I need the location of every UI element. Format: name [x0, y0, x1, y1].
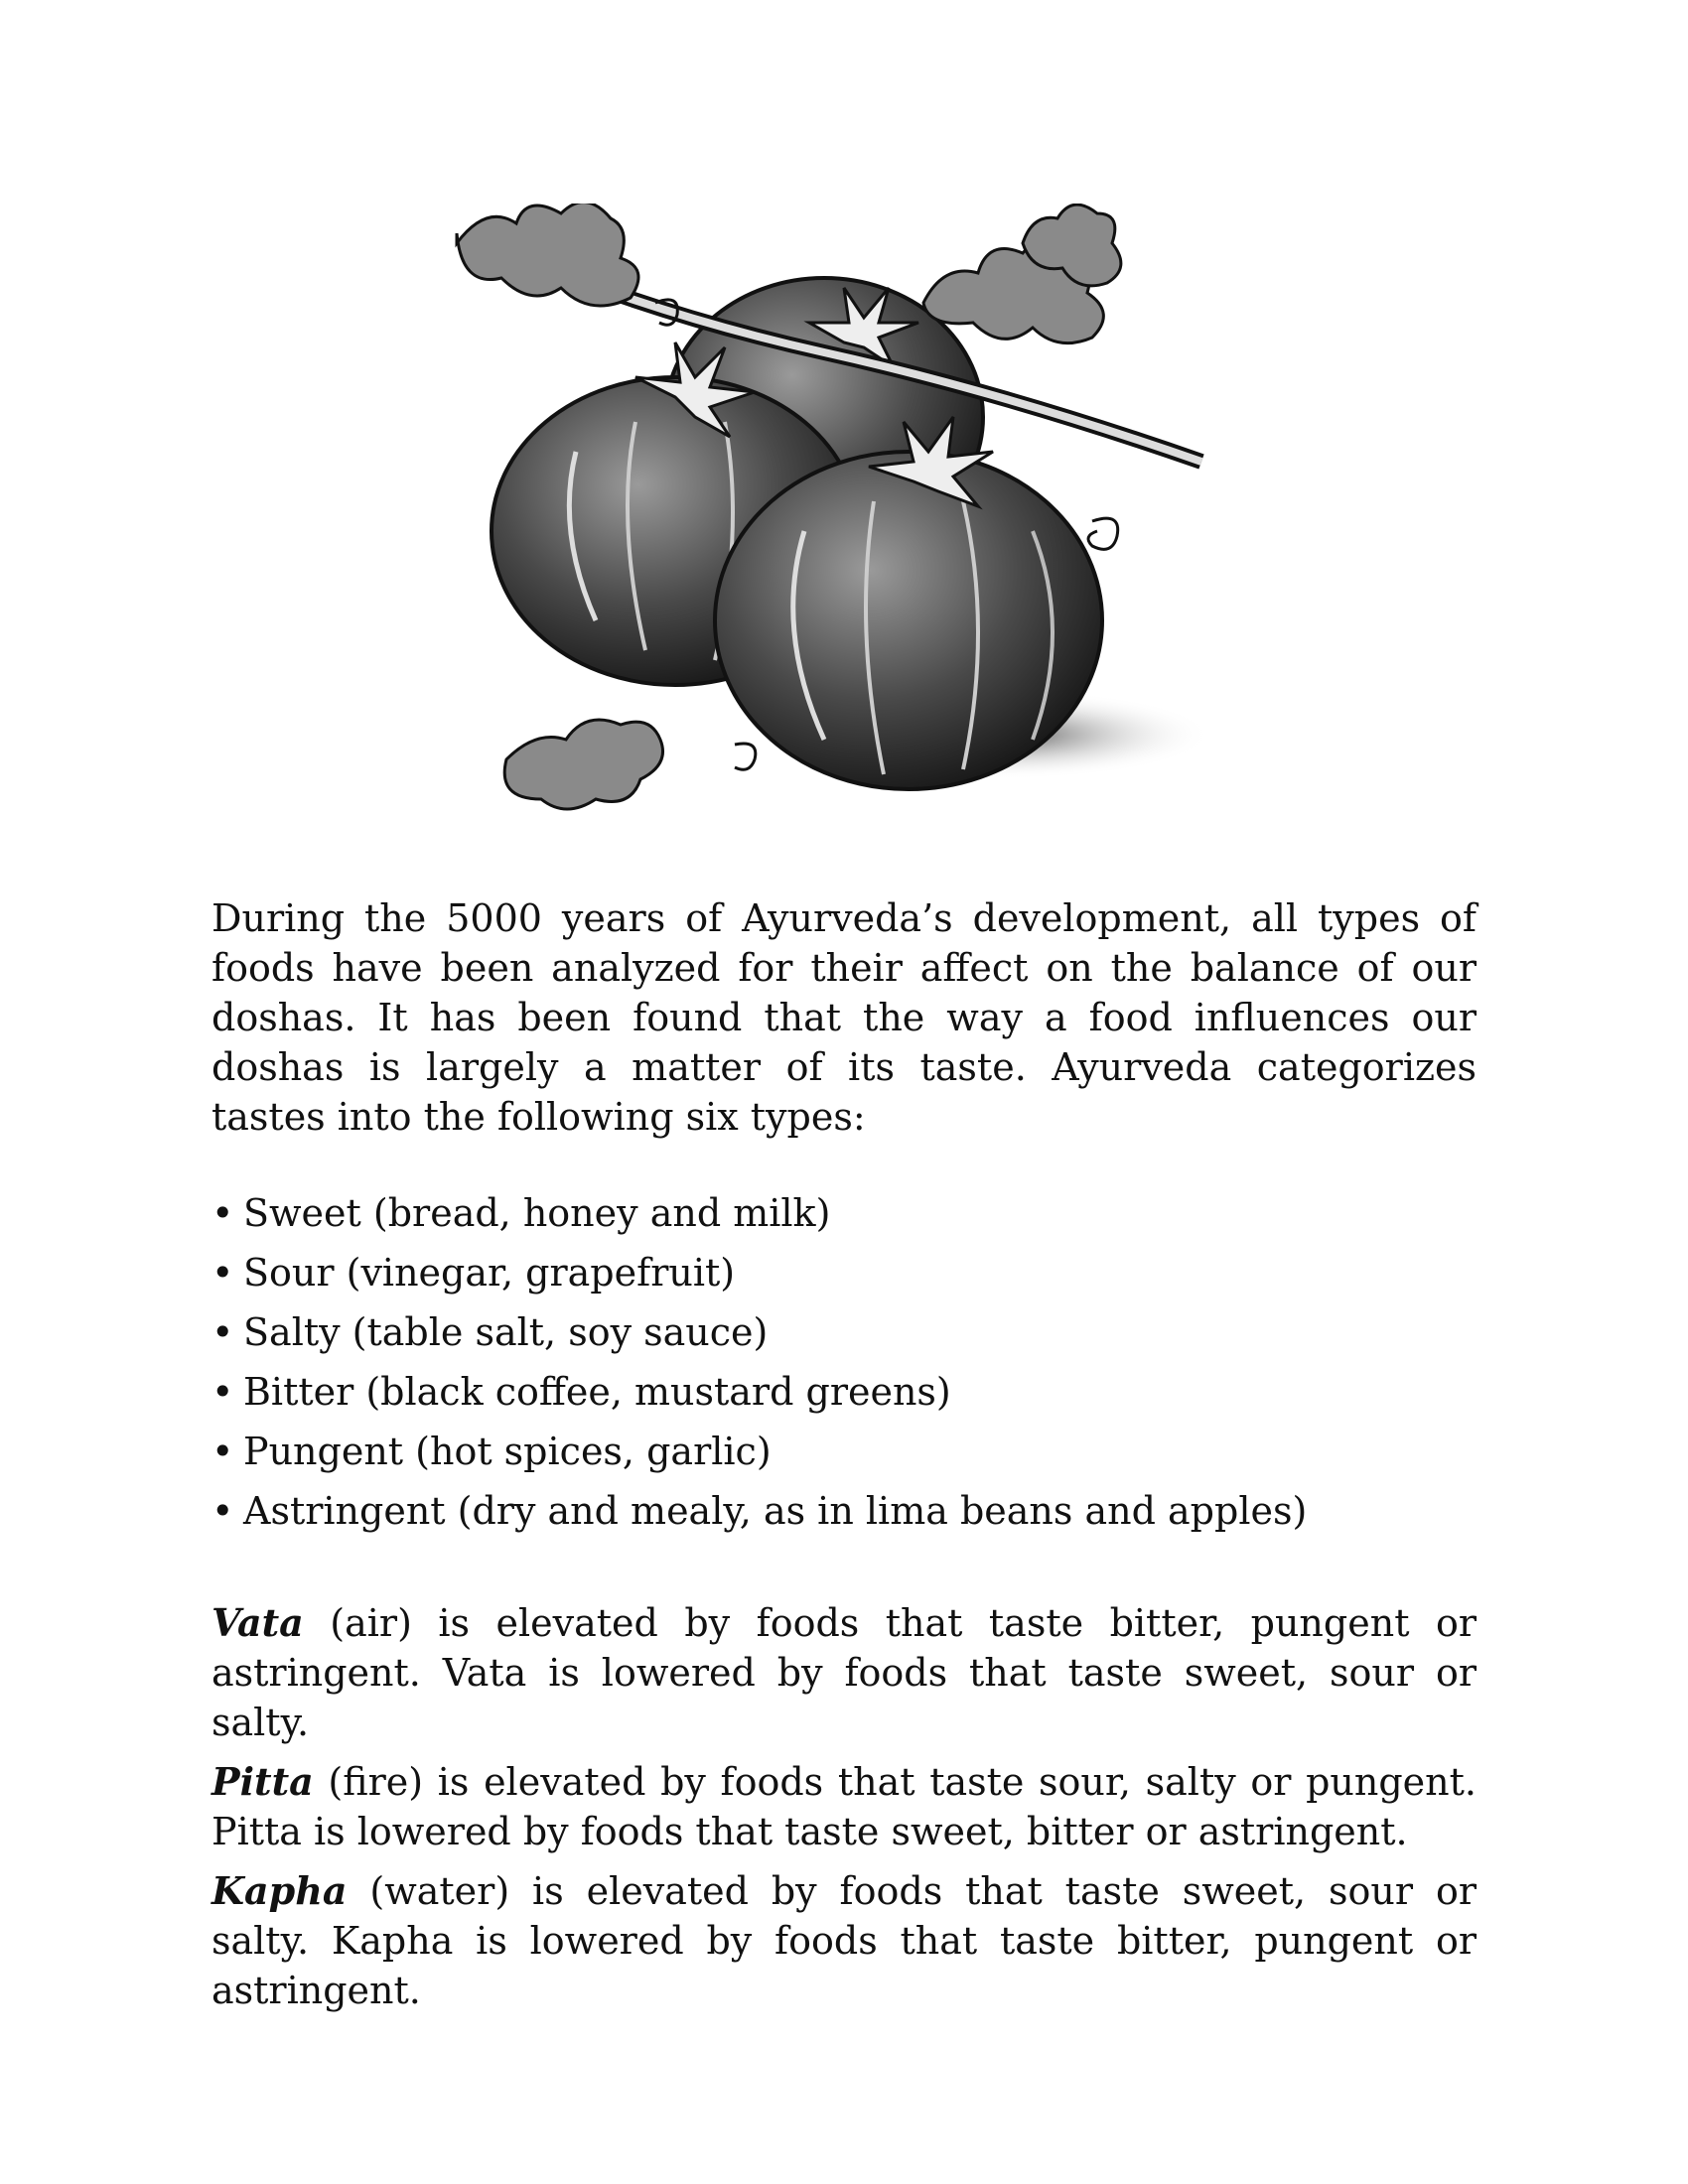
taste-list: [211, 1183, 1477, 1541]
taste-label: Bitter (black coffee, mustard greens): [243, 1370, 951, 1414]
list-item: [211, 1481, 1477, 1541]
taste-label: Salty (table salt, soy sauce): [243, 1310, 769, 1354]
list-item: [211, 1183, 1477, 1243]
taste-label: Sour (vinegar, grapefruit): [243, 1251, 736, 1295]
dosha-text: (water) is elevated by foods that taste sweet, sour or salty. Kapha is lowered by foods that taste bitter, pungent or astringent.: [211, 1869, 1477, 2012]
bullet: •: [211, 1191, 234, 1235]
tomatoes-illustration: [447, 204, 1241, 839]
taste-label: Astringent (dry and mealy, as in lima beans and apples): [243, 1489, 1308, 1533]
dosha-name: Vata: [211, 1600, 304, 1645]
list-item: [211, 1362, 1477, 1422]
dosha-text: (fire) is elevated by foods that taste sour, salty or pungent. Pitta is lowered by foods that taste sweet, bitter or astringent.: [211, 1760, 1477, 1853]
dosha-vata: [211, 1598, 1477, 1747]
intro-paragraph: During the 5000 years of Ayurveda’s development, all types of foods have been analyzed for their affect on the balance of our doshas. It has been found that the way a food influences our doshas is largely a matter of its taste. Ayurveda categorizes tastes into the following six types:: [211, 896, 1477, 1139]
list-item: [211, 1422, 1477, 1481]
list-item: [211, 1243, 1477, 1302]
taste-label: Sweet (bread, honey and milk): [243, 1191, 831, 1235]
dosha-descriptions: [211, 1598, 1477, 2015]
list-item: [211, 1302, 1477, 1362]
bullet: •: [211, 1489, 234, 1533]
dosha-kapha: [211, 1866, 1477, 2015]
tomatoes-icon: [447, 204, 1241, 839]
dosha-name: Kapha: [211, 1868, 348, 1913]
bullet: •: [211, 1251, 234, 1295]
dosha-text: (air) is elevated by foods that taste bitter, pungent or astringent. Vata is lowered by foods that taste sweet, sour or salty.: [211, 1601, 1477, 1744]
bullet: •: [211, 1310, 234, 1354]
taste-label: Pungent (hot spices, garlic): [243, 1430, 772, 1473]
page-content: [211, 893, 1477, 2025]
bullet: •: [211, 1370, 234, 1414]
bullet: •: [211, 1430, 234, 1473]
dosha-pitta: [211, 1757, 1477, 1856]
dosha-name: Pitta: [211, 1759, 314, 1804]
